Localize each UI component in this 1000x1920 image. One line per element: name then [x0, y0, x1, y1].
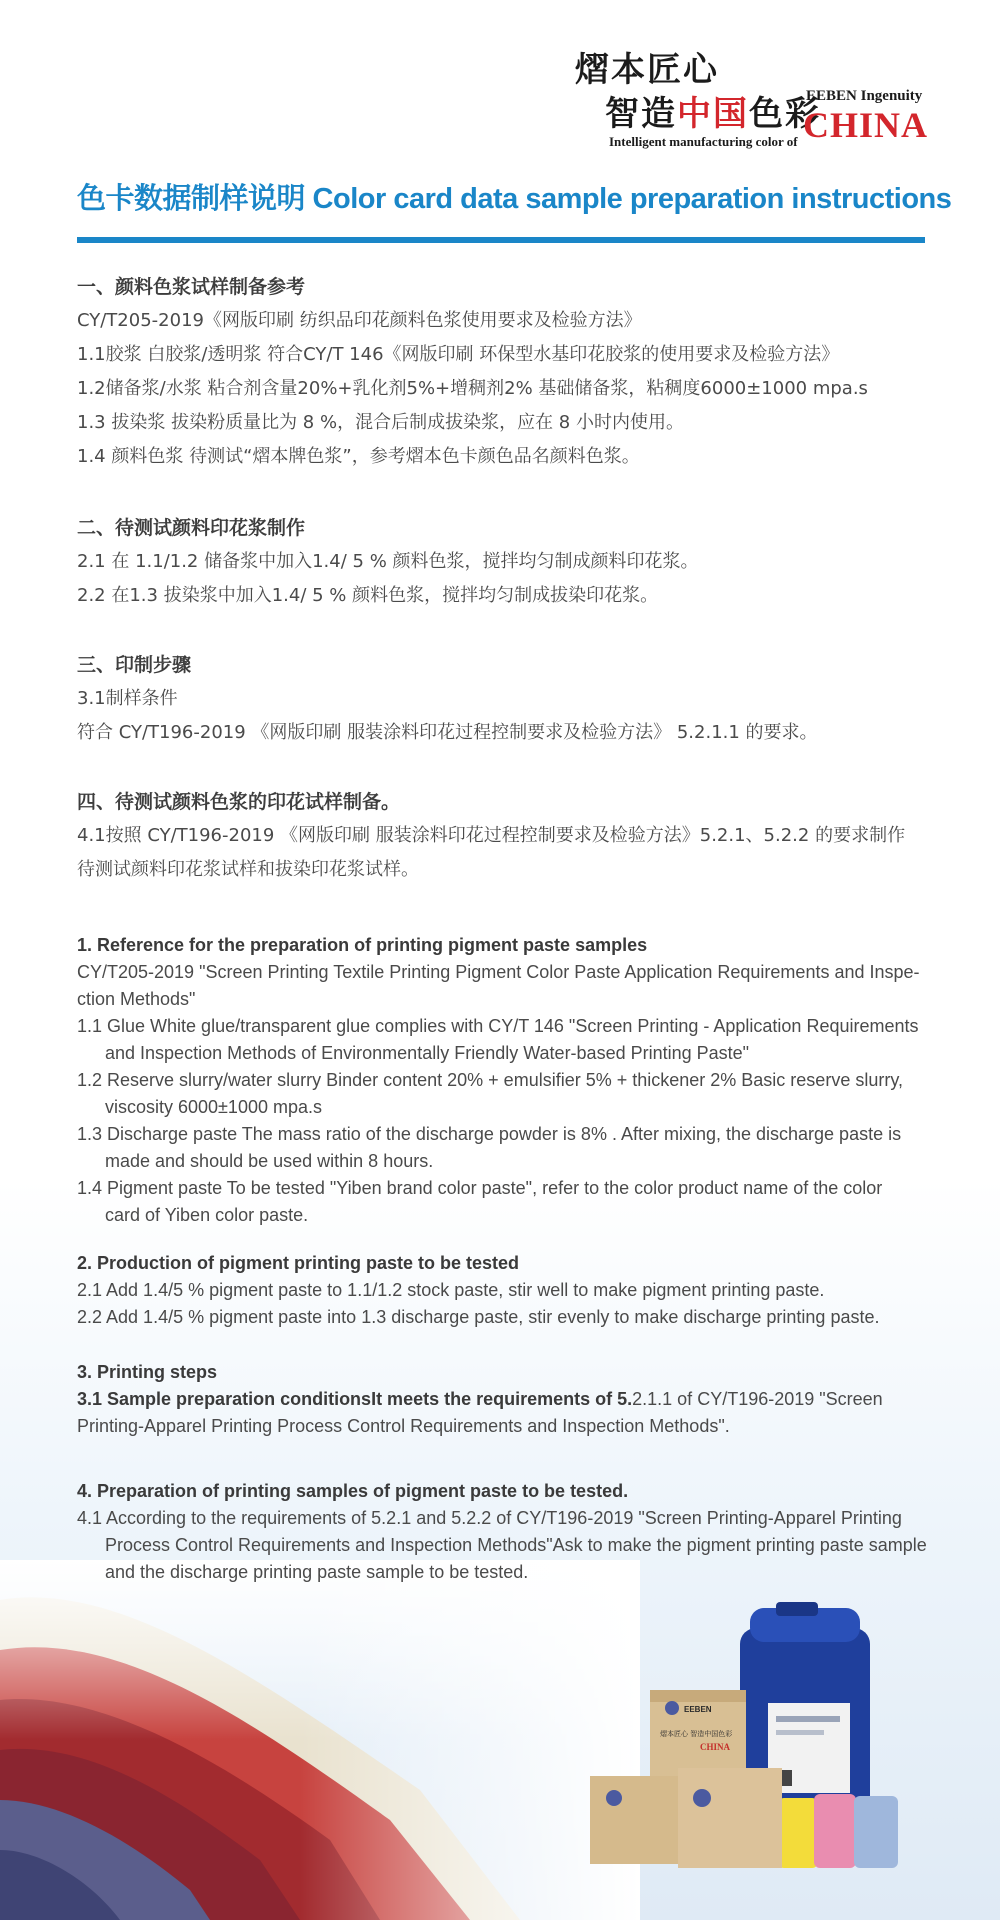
- product-packaging-image: [590, 1598, 920, 1898]
- cn-section-2-line: 2.2 在1.3 拔染浆中加入1.4/ 5 % 颜料色浆，搅拌均匀制成拔染印花浆。: [77, 585, 659, 606]
- en-section-1: [77, 932, 922, 1229]
- cn-section-3-heading: 三、印制步骤: [77, 654, 192, 676]
- page-title: 色卡数据制样说明 Color card data sample preparation instructions: [77, 183, 952, 215]
- box-china-label: CHINA: [700, 1742, 731, 1752]
- cn-section-1-heading: 一、颜料色浆试样制备参考: [77, 276, 306, 298]
- cn-section-1-line: 1.3 拔染浆 拔染粉质量比为 8 %，混合后制成拔染浆，应在 8 小时内使用。: [77, 412, 684, 433]
- cn-section-4-heading: 四、待测试颜料色浆的印花试样制备。: [77, 791, 401, 813]
- cn-section-1-line: 1.2储备浆/水浆 粘合剂含量20%+乳化剂5%+增稠剂2% 基础储备浆，粘稠度6000±1000 mpa.s: [77, 378, 868, 399]
- brand-name: EEBEN Ingenuity: [806, 88, 923, 104]
- cn-section-1-line: 1.4 颜料色浆 待测试“熠本牌色浆”，参考熠本色卡颜色品名颜料色浆。: [77, 446, 640, 467]
- cn-section-3: [77, 648, 937, 750]
- en-section-1-item: 1.3 Discharge paste The mass ratio of the discharge powder is 8% . After mixing, the discharge paste is made and should be used within 8 hours.: [77, 1124, 902, 1171]
- en-section-4-heading: 4. Preparation of printing samples of pigment paste to be tested.: [77, 1481, 629, 1501]
- en-section-3-heading: 3. Printing steps: [77, 1362, 218, 1382]
- box-brand-label: EEBEN: [684, 1705, 712, 1714]
- cn-section-1-line: CY/T205-2019《网版印刷 纺织品印花颜料色浆使用要求及检验方法》: [77, 310, 642, 331]
- en-section-3-rest: 2.1.1 of CY/T196-2019 "Screen Printing-Apparel Printing Process Control Requirements and Inspection Methods".: [77, 1389, 883, 1436]
- en-section-3: [77, 1359, 922, 1440]
- cn-section-2: [77, 511, 937, 613]
- cn-section-4-text: 4.1按照 CY/T196-2019 《网版印刷 服装涂料印花过程控制要求及检验方法》5.2.1、5.2.2 的要求制作待测试颜料印花浆试样和拔染印花浆试样。: [77, 825, 906, 880]
- fabric-swatches-image: [0, 1560, 640, 1920]
- title-divider: [77, 237, 925, 243]
- brand-tagline: Intelligent manufacturing color of: [609, 134, 798, 149]
- en-section-2: [77, 1250, 937, 1331]
- brand-logo: [575, 42, 935, 152]
- cn-section-3-line: 符合 CY/T196-2019 《网版印刷 服装涂料印花过程控制要求及检验方法》 5.2.1.1 的要求。: [77, 722, 818, 743]
- en-section-1-item: 1.4 Pigment paste To be tested "Yiben brand color paste", refer to the color product name of the color card of Yiben color paste.: [77, 1178, 883, 1225]
- en-section-3-bold: 3.1 Sample preparation conditionsIt meets the requirements of 5.: [77, 1389, 633, 1409]
- en-section-4: [77, 1478, 937, 1586]
- box-cn-label: 熠本匠心 智造中国色彩: [660, 1730, 733, 1738]
- en-section-3-text: [77, 1386, 922, 1440]
- en-section-2-item: 2.2 Add 1.4/5 % pigment paste into 1.3 discharge paste, stir evenly to make discharge printing paste.: [77, 1307, 880, 1327]
- cn-section-2-line: 2.1 在 1.1/1.2 储备浆中加入1.4/ 5 % 颜料色浆，搅拌均匀制成颜料印花浆。: [77, 551, 699, 572]
- cn-section-4: [77, 785, 917, 887]
- cn-section-1-line: 1.1胶浆 白胶浆/透明浆 符合CY/T 146《网版印刷 环保型水基印花胶浆的使用要求及检验方法》: [77, 344, 840, 365]
- en-section-2-heading: 2. Production of pigment printing paste to be tested: [77, 1253, 520, 1273]
- brand-slogan-line2: 智造中国色彩: [605, 94, 821, 134]
- brand-china: CHINA: [803, 105, 929, 145]
- brand-slogan-line1: 熠本匠心: [575, 50, 719, 90]
- cn-section-2-heading: 二、待测试颜料印花浆制作: [77, 517, 306, 539]
- en-section-1-item: 1.2 Reserve slurry/water slurry Binder content 20% + emulsifier 5% + thickener 2% Basic reserve slurry, viscosity 6000±1000 mpa.s: [77, 1070, 903, 1117]
- cn-section-3-line: 3.1制样条件: [77, 688, 178, 709]
- en-section-1-item: 1.1 Glue White glue/transparent glue complies with CY/T 146 "Screen Printing - Application Requirements and Inspection Methods of Environmentally Friendly Water-based Printing Paste": [77, 1016, 919, 1063]
- en-section-4-item: 4.1 According to the requirements of 5.2.1 and 5.2.2 of CY/T196-2019 "Screen Printing-Apparel Printing Process Control Requirements and Inspection Methods"Ask to make the pigment printing paste sample and the discharge printing paste sample to be tested.: [77, 1508, 927, 1582]
- en-section-1-heading: 1. Reference for the preparation of printing pigment paste samples: [77, 935, 648, 955]
- en-section-1-intro: CY/T205-2019 "Screen Printing Textile Printing Pigment Color Paste Application Requirements and Inspe- ction Methods": [77, 962, 920, 1009]
- en-section-2-item: 2.1 Add 1.4/5 % pigment paste to 1.1/1.2 stock paste, stir well to make pigment printing paste.: [77, 1280, 825, 1300]
- cn-section-1: [77, 270, 937, 474]
